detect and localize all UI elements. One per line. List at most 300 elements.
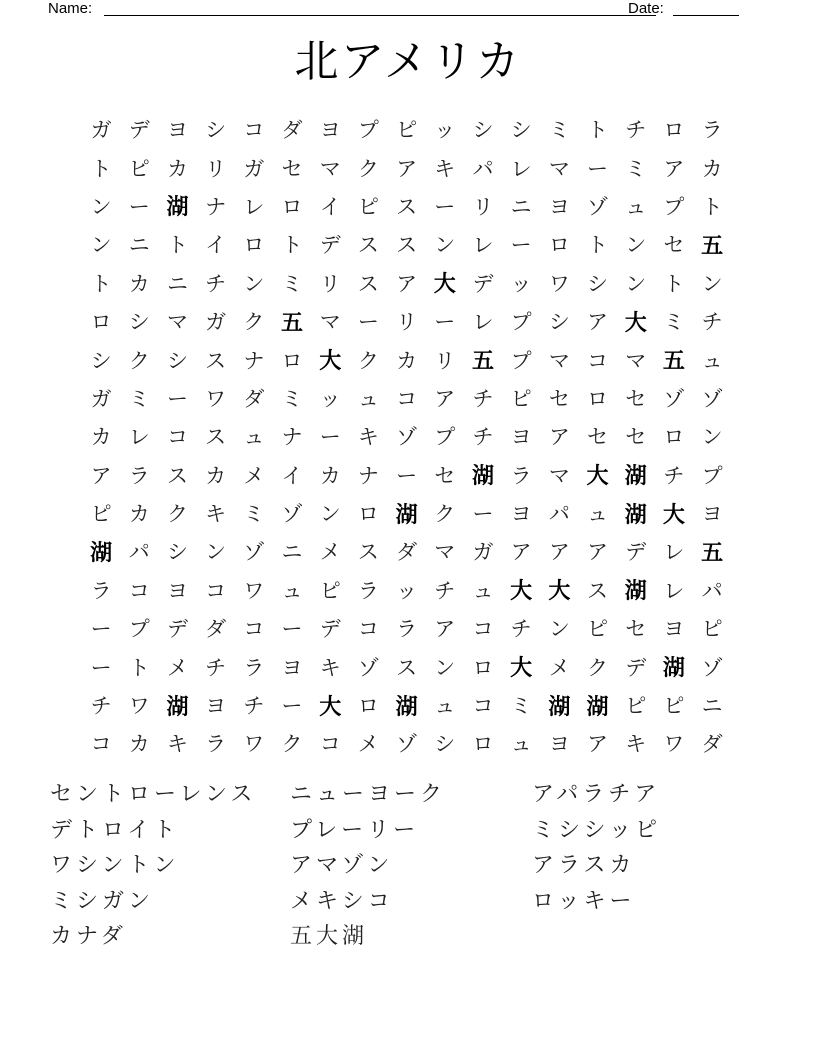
grid-cell[interactable]: ン bbox=[90, 194, 112, 219]
grid-cell[interactable]: イ bbox=[319, 194, 341, 219]
grid-cell[interactable]: ラ bbox=[128, 463, 150, 488]
grid-cell[interactable]: ピ bbox=[510, 386, 532, 411]
grid-cell[interactable]: ゾ bbox=[587, 194, 609, 219]
grid-cell[interactable]: セ bbox=[625, 617, 647, 642]
grid-cell[interactable]: シ bbox=[90, 348, 112, 373]
grid-cell[interactable]: ク bbox=[587, 655, 609, 680]
grid-cell[interactable]: マ bbox=[548, 463, 570, 488]
grid-cell[interactable]: ン bbox=[319, 502, 341, 527]
grid-cell[interactable]: ロ bbox=[281, 348, 303, 373]
grid-cell[interactable]: ロ bbox=[663, 425, 685, 450]
grid-cell[interactable]: ガ bbox=[90, 118, 112, 143]
name-label: Name: bbox=[48, 0, 93, 17]
grid-cell[interactable]: デ bbox=[319, 617, 341, 642]
grid-cell[interactable]: ピ bbox=[663, 694, 685, 719]
grid-cell[interactable]: チ bbox=[663, 463, 685, 488]
word-list-item: デトロイト bbox=[50, 817, 180, 843]
grid-cell[interactable]: ン bbox=[243, 271, 265, 296]
grid-cell[interactable]: ロ bbox=[548, 233, 570, 258]
grid-cell[interactable]: チ bbox=[205, 655, 227, 680]
grid-cell[interactable]: キ bbox=[434, 156, 456, 181]
grid-cell[interactable]: カ bbox=[128, 732, 150, 757]
grid-cell[interactable]: 湖 bbox=[548, 694, 571, 720]
grid-cell[interactable]: ト bbox=[128, 655, 150, 680]
grid-cell[interactable]: 大 bbox=[586, 464, 609, 490]
grid-cell[interactable]: ガ bbox=[243, 156, 265, 181]
grid-cell[interactable]: ヨ bbox=[319, 118, 341, 143]
grid-cell[interactable]: ス bbox=[396, 233, 418, 258]
grid-cell[interactable]: リ bbox=[319, 271, 341, 296]
grid-cell[interactable]: 湖 bbox=[395, 502, 418, 528]
grid-cell[interactable]: ダ bbox=[281, 118, 303, 143]
grid-cell[interactable]: イ bbox=[205, 233, 227, 258]
grid-cell[interactable]: ク bbox=[128, 348, 150, 373]
grid-cell[interactable]: コ bbox=[396, 386, 418, 411]
grid-cell[interactable]: ュ bbox=[281, 578, 303, 603]
grid-cell[interactable]: カ bbox=[319, 463, 341, 488]
grid-cell[interactable]: ト bbox=[587, 233, 609, 258]
grid-cell[interactable]: ー bbox=[357, 310, 379, 335]
grid-cell[interactable]: ミ bbox=[510, 694, 532, 719]
grid-cell[interactable]: パ bbox=[548, 502, 570, 527]
grid-cell[interactable]: ス bbox=[357, 233, 379, 258]
grid-cell[interactable]: シ bbox=[510, 118, 532, 143]
grid-cell[interactable]: ピ bbox=[701, 617, 723, 642]
grid-cell[interactable]: ロ bbox=[243, 233, 265, 258]
grid-cell[interactable]: ゾ bbox=[701, 655, 723, 680]
grid-cell[interactable]: ロ bbox=[90, 310, 112, 335]
grid-cell[interactable]: ア bbox=[510, 540, 532, 565]
grid-cell[interactable]: ヨ bbox=[281, 655, 303, 680]
grid-cell[interactable]: メ bbox=[357, 732, 379, 757]
grid-cell[interactable]: ュ bbox=[357, 386, 379, 411]
grid-cell[interactable]: ダ bbox=[243, 386, 265, 411]
grid-cell[interactable]: イ bbox=[281, 463, 303, 488]
grid-cell[interactable]: カ bbox=[128, 502, 150, 527]
grid-cell[interactable]: 湖 bbox=[586, 694, 609, 720]
word-list-item: アパラチア bbox=[532, 782, 661, 807]
grid-cell[interactable]: ラ bbox=[357, 578, 379, 603]
grid-cell[interactable]: コ bbox=[243, 118, 265, 143]
grid-cell[interactable]: デ bbox=[625, 655, 647, 680]
grid-cell[interactable]: ン bbox=[90, 233, 112, 258]
grid-cell[interactable]: ス bbox=[205, 348, 227, 373]
grid-cell[interactable]: ロ bbox=[357, 502, 379, 527]
grid-cell[interactable]: ゾ bbox=[396, 425, 418, 450]
grid-cell[interactable]: シ bbox=[205, 118, 227, 143]
grid-cell[interactable]: 五 bbox=[701, 540, 724, 566]
grid-cell[interactable]: 大 bbox=[548, 579, 571, 605]
grid-cell[interactable]: ン bbox=[434, 233, 456, 258]
grid-cell[interactable]: チ bbox=[472, 386, 494, 411]
grid-cell[interactable]: ッ bbox=[396, 578, 418, 603]
grid-cell[interactable]: シ bbox=[434, 732, 456, 757]
grid-cell[interactable]: ク bbox=[281, 732, 303, 757]
grid-cell[interactable]: 五 bbox=[662, 349, 685, 375]
grid-cell[interactable]: ク bbox=[166, 502, 188, 527]
grid-cell[interactable]: ト bbox=[663, 271, 685, 296]
grid-cell[interactable]: ッ bbox=[319, 386, 341, 411]
grid-cell[interactable]: マ bbox=[434, 540, 456, 565]
grid-cell[interactable]: リ bbox=[396, 310, 418, 335]
word-list-item: カナダ bbox=[50, 924, 127, 949]
grid-cell[interactable]: マ bbox=[625, 348, 647, 373]
grid-cell[interactable]: ナ bbox=[281, 425, 303, 450]
grid-cell[interactable]: 大 bbox=[319, 349, 342, 375]
grid-cell[interactable]: ー bbox=[434, 194, 456, 219]
grid-cell[interactable]: カ bbox=[205, 463, 227, 488]
word-list-item: アマゾン bbox=[290, 853, 394, 878]
grid-cell[interactable]: メ bbox=[166, 655, 188, 680]
grid-cell[interactable]: 大 bbox=[510, 579, 533, 605]
grid-cell[interactable]: ヨ bbox=[548, 732, 570, 757]
grid-cell[interactable]: ゾ bbox=[243, 540, 265, 565]
grid-cell[interactable]: コ bbox=[319, 732, 341, 757]
grid-cell[interactable]: セ bbox=[548, 386, 570, 411]
grid-cell[interactable]: セ bbox=[281, 156, 303, 181]
grid-cell[interactable]: ク bbox=[243, 310, 265, 335]
grid-cell[interactable]: ダ bbox=[205, 617, 227, 642]
grid-cell[interactable]: ー bbox=[396, 463, 418, 488]
grid-cell[interactable]: ー bbox=[281, 617, 303, 642]
grid-cell[interactable]: コ bbox=[128, 578, 150, 603]
grid-cell[interactable]: ン bbox=[701, 425, 723, 450]
word-list-item: アラスカ bbox=[532, 853, 636, 878]
grid-cell[interactable]: ア bbox=[663, 156, 685, 181]
grid-cell[interactable]: 五 bbox=[701, 233, 724, 259]
grid-cell[interactable]: チ bbox=[472, 425, 494, 450]
grid-cell[interactable]: コ bbox=[166, 425, 188, 450]
grid-cell[interactable]: ア bbox=[587, 540, 609, 565]
grid-cell[interactable]: ワ bbox=[128, 694, 150, 719]
grid-cell[interactable]: ッ bbox=[510, 271, 532, 296]
grid-cell[interactable]: コ bbox=[587, 348, 609, 373]
grid-cell[interactable]: ナ bbox=[243, 348, 265, 373]
grid-cell[interactable]: デ bbox=[625, 540, 647, 565]
grid-cell[interactable]: ス bbox=[166, 463, 188, 488]
grid-cell[interactable]: ヨ bbox=[510, 425, 532, 450]
grid-cell[interactable]: ー bbox=[587, 156, 609, 181]
grid-cell[interactable]: プ bbox=[434, 425, 456, 450]
grid-cell[interactable]: キ bbox=[357, 425, 379, 450]
grid-cell[interactable]: デ bbox=[166, 617, 188, 642]
grid-cell[interactable]: メ bbox=[319, 540, 341, 565]
grid-cell[interactable]: デ bbox=[472, 271, 494, 296]
grid-cell[interactable]: ク bbox=[357, 348, 379, 373]
grid-cell[interactable]: プ bbox=[128, 617, 150, 642]
grid-cell[interactable]: レ bbox=[510, 156, 532, 181]
grid-cell[interactable]: ト bbox=[90, 156, 112, 181]
grid-cell[interactable]: ン bbox=[205, 540, 227, 565]
grid-cell[interactable]: カ bbox=[396, 348, 418, 373]
grid-cell[interactable]: ア bbox=[548, 425, 570, 450]
grid-cell[interactable]: ュ bbox=[510, 732, 532, 757]
grid-cell[interactable]: ゾ bbox=[701, 386, 723, 411]
grid-cell[interactable]: カ bbox=[701, 156, 723, 181]
grid-cell[interactable]: ス bbox=[396, 655, 418, 680]
grid-cell[interactable]: ダ bbox=[396, 540, 418, 565]
grid-cell[interactable]: ピ bbox=[396, 118, 418, 143]
grid-cell[interactable]: 湖 bbox=[90, 540, 113, 566]
grid-cell[interactable]: 湖 bbox=[624, 502, 647, 528]
grid-cell[interactable]: 五 bbox=[471, 349, 494, 375]
grid-cell[interactable]: シ bbox=[166, 348, 188, 373]
grid-cell[interactable]: ニ bbox=[128, 233, 150, 258]
grid-cell[interactable]: ラ bbox=[90, 578, 112, 603]
grid-cell[interactable]: プ bbox=[510, 348, 532, 373]
grid-cell[interactable]: プ bbox=[701, 463, 723, 488]
grid-cell[interactable]: ア bbox=[548, 540, 570, 565]
grid-cell[interactable]: ュ bbox=[587, 502, 609, 527]
grid-cell[interactable]: 湖 bbox=[166, 694, 189, 720]
grid-cell[interactable]: キ bbox=[205, 502, 227, 527]
word-list-item: ミシガン bbox=[50, 888, 155, 914]
grid-cell[interactable]: コ bbox=[243, 617, 265, 642]
grid-cell[interactable]: ピ bbox=[587, 617, 609, 642]
grid-cell[interactable]: 湖 bbox=[471, 464, 494, 490]
grid-cell[interactable]: ー bbox=[166, 386, 188, 411]
grid-cell[interactable]: 五 bbox=[281, 310, 304, 336]
grid-cell[interactable]: ゾ bbox=[357, 655, 379, 680]
grid-cell[interactable]: ナ bbox=[205, 194, 227, 219]
grid-cell[interactable]: ミ bbox=[281, 386, 303, 411]
grid-cell[interactable]: ラ bbox=[510, 463, 532, 488]
grid-cell[interactable]: デ bbox=[319, 233, 341, 258]
grid-cell[interactable]: プ bbox=[663, 194, 685, 219]
grid-cell[interactable]: ラ bbox=[205, 732, 227, 757]
grid-cell[interactable]: ピ bbox=[128, 156, 150, 181]
grid-cell[interactable]: ゾ bbox=[396, 732, 418, 757]
grid-cell[interactable]: パ bbox=[128, 540, 150, 565]
grid-cell[interactable]: ミ bbox=[243, 502, 265, 527]
grid-cell[interactable]: ュ bbox=[625, 194, 647, 219]
grid-cell[interactable]: ワ bbox=[548, 271, 570, 296]
grid-cell[interactable]: 大 bbox=[662, 502, 685, 528]
grid-cell[interactable]: ナ bbox=[357, 463, 379, 488]
grid-cell[interactable]: 大 bbox=[433, 272, 456, 298]
grid-cell[interactable]: ラ bbox=[396, 617, 418, 642]
grid-cell[interactable]: シ bbox=[548, 310, 570, 335]
date-label: Date: bbox=[628, 0, 664, 17]
grid-cell[interactable]: ロ bbox=[281, 194, 303, 219]
grid-cell[interactable]: ワ bbox=[243, 578, 265, 603]
grid-cell[interactable]: キ bbox=[625, 732, 647, 757]
grid-cell[interactable]: ラ bbox=[701, 118, 723, 143]
grid-cell[interactable]: シ bbox=[587, 271, 609, 296]
grid-cell[interactable]: マ bbox=[166, 310, 188, 335]
grid-cell[interactable]: ア bbox=[434, 617, 456, 642]
grid-cell[interactable]: ピ bbox=[319, 578, 341, 603]
grid-cell[interactable]: ス bbox=[205, 425, 227, 450]
grid-cell[interactable]: ー bbox=[319, 425, 341, 450]
grid-cell[interactable]: キ bbox=[166, 732, 188, 757]
grid-cell[interactable]: ス bbox=[357, 271, 379, 296]
grid-cell[interactable]: 大 bbox=[624, 310, 647, 336]
grid-cell[interactable]: シ bbox=[472, 118, 494, 143]
grid-cell[interactable]: コ bbox=[357, 617, 379, 642]
grid-cell[interactable]: ュ bbox=[701, 348, 723, 373]
grid-cell[interactable]: ガ bbox=[205, 310, 227, 335]
grid-cell[interactable]: チ bbox=[90, 694, 112, 719]
grid-cell[interactable]: ロ bbox=[472, 732, 494, 757]
grid-cell[interactable]: 湖 bbox=[662, 656, 685, 682]
grid-cell[interactable]: 湖 bbox=[395, 694, 418, 720]
grid-cell[interactable]: ミ bbox=[625, 156, 647, 181]
grid-cell[interactable]: ヨ bbox=[166, 578, 188, 603]
grid-cell[interactable]: 大 bbox=[510, 656, 533, 682]
grid-cell[interactable]: リ bbox=[205, 156, 227, 181]
grid-cell[interactable]: ュ bbox=[243, 425, 265, 450]
grid-cell[interactable]: ヨ bbox=[205, 694, 227, 719]
grid-cell[interactable]: ニ bbox=[281, 540, 303, 565]
grid-cell[interactable]: セ bbox=[625, 425, 647, 450]
grid-cell[interactable]: レ bbox=[243, 194, 265, 219]
grid-cell[interactable]: マ bbox=[548, 156, 570, 181]
grid-cell[interactable]: マ bbox=[319, 156, 341, 181]
grid-cell[interactable]: ニ bbox=[510, 194, 532, 219]
grid-cell[interactable]: シ bbox=[128, 310, 150, 335]
grid-cell[interactable]: マ bbox=[548, 348, 570, 373]
grid-cell[interactable]: セ bbox=[625, 386, 647, 411]
grid-cell[interactable]: ア bbox=[434, 386, 456, 411]
grid-cell[interactable]: チ bbox=[434, 578, 456, 603]
grid-cell[interactable]: メ bbox=[548, 655, 570, 680]
grid-cell[interactable]: レ bbox=[472, 310, 494, 335]
grid-cell[interactable]: ピ bbox=[357, 194, 379, 219]
grid-cell[interactable]: ト bbox=[90, 271, 112, 296]
grid-cell[interactable]: レ bbox=[663, 578, 685, 603]
grid-cell[interactable]: ミ bbox=[128, 386, 150, 411]
grid-cell[interactable]: ア bbox=[90, 463, 112, 488]
name-blank-line[interactable] bbox=[104, 15, 656, 16]
grid-cell[interactable]: ヨ bbox=[510, 502, 532, 527]
grid-cell[interactable]: ト bbox=[166, 233, 188, 258]
grid-cell[interactable]: パ bbox=[472, 156, 494, 181]
grid-cell[interactable]: ン bbox=[548, 617, 570, 642]
grid-cell[interactable]: パ bbox=[701, 578, 723, 603]
grid-cell[interactable]: セ bbox=[434, 463, 456, 488]
grid-cell[interactable]: ミ bbox=[548, 118, 570, 143]
grid-cell[interactable]: コ bbox=[205, 578, 227, 603]
grid-cell[interactable]: ロ bbox=[663, 118, 685, 143]
grid-cell[interactable]: ス bbox=[396, 194, 418, 219]
grid-cell[interactable]: チ bbox=[243, 694, 265, 719]
grid-cell[interactable]: ヨ bbox=[701, 502, 723, 527]
grid-cell[interactable]: ン bbox=[434, 655, 456, 680]
grid-cell[interactable]: ー bbox=[90, 655, 112, 680]
grid-cell[interactable]: マ bbox=[319, 310, 341, 335]
grid-cell[interactable]: ク bbox=[434, 502, 456, 527]
grid-cell[interactable]: ア bbox=[587, 732, 609, 757]
grid-cell[interactable]: ー bbox=[90, 617, 112, 642]
grid-cell[interactable]: ュ bbox=[472, 578, 494, 603]
grid-cell[interactable]: ン bbox=[625, 271, 647, 296]
grid-cell[interactable]: コ bbox=[472, 694, 494, 719]
grid-cell[interactable]: セ bbox=[663, 233, 685, 258]
grid-cell[interactable]: 大 bbox=[319, 694, 342, 720]
grid-cell[interactable]: レ bbox=[663, 540, 685, 565]
grid-cell[interactable]: ュ bbox=[434, 694, 456, 719]
grid-cell[interactable]: ガ bbox=[472, 540, 494, 565]
grid-cell[interactable]: デ bbox=[128, 118, 150, 143]
grid-cell[interactable]: ミ bbox=[281, 271, 303, 296]
grid-cell[interactable]: メ bbox=[243, 463, 265, 488]
grid-cell[interactable]: カ bbox=[128, 271, 150, 296]
grid-cell[interactable]: ダ bbox=[701, 732, 723, 757]
grid-cell[interactable]: 湖 bbox=[624, 579, 647, 605]
grid-cell[interactable]: ス bbox=[587, 578, 609, 603]
grid-cell[interactable]: ヨ bbox=[548, 194, 570, 219]
grid-cell[interactable]: ー bbox=[281, 694, 303, 719]
grid-cell[interactable]: チ bbox=[701, 310, 723, 335]
grid-cell[interactable]: ア bbox=[396, 271, 418, 296]
grid-cell[interactable]: レ bbox=[472, 233, 494, 258]
grid-cell[interactable]: ー bbox=[434, 310, 456, 335]
grid-cell[interactable]: カ bbox=[166, 156, 188, 181]
grid-cell[interactable]: ト bbox=[587, 118, 609, 143]
grid-cell[interactable]: プ bbox=[510, 310, 532, 335]
grid-cell[interactable]: ヨ bbox=[663, 617, 685, 642]
grid-cell[interactable]: 湖 bbox=[166, 195, 189, 221]
grid-cell[interactable]: ー bbox=[510, 233, 532, 258]
grid-cell[interactable]: チ bbox=[625, 118, 647, 143]
grid-cell[interactable]: ニ bbox=[166, 271, 188, 296]
grid-cell[interactable]: 湖 bbox=[624, 464, 647, 490]
grid-cell[interactable]: ワ bbox=[205, 386, 227, 411]
grid-cell[interactable]: ロ bbox=[472, 655, 494, 680]
grid-cell[interactable]: ワ bbox=[663, 732, 685, 757]
grid-cell[interactable]: チ bbox=[510, 617, 532, 642]
grid-cell[interactable]: コ bbox=[90, 732, 112, 757]
grid-cell[interactable]: ゾ bbox=[281, 502, 303, 527]
grid-cell[interactable]: カ bbox=[90, 425, 112, 450]
grid-cell[interactable]: ン bbox=[625, 233, 647, 258]
grid-cell[interactable]: ヨ bbox=[166, 118, 188, 143]
grid-cell[interactable]: ラ bbox=[243, 655, 265, 680]
grid-cell[interactable]: ロ bbox=[357, 694, 379, 719]
grid-cell[interactable]: ミ bbox=[663, 310, 685, 335]
grid-cell[interactable]: ピ bbox=[90, 502, 112, 527]
grid-cell[interactable]: プ bbox=[357, 118, 379, 143]
grid-cell[interactable]: ゾ bbox=[663, 386, 685, 411]
grid-cell[interactable]: ニ bbox=[701, 694, 723, 719]
date-blank-line[interactable] bbox=[673, 15, 739, 16]
grid-cell[interactable]: ワ bbox=[243, 732, 265, 757]
grid-cell[interactable]: コ bbox=[472, 617, 494, 642]
grid-cell[interactable]: ッ bbox=[434, 118, 456, 143]
grid-cell[interactable]: セ bbox=[587, 425, 609, 450]
grid-cell[interactable]: ト bbox=[281, 233, 303, 258]
grid-cell[interactable]: キ bbox=[319, 655, 341, 680]
grid-cell[interactable]: ロ bbox=[587, 386, 609, 411]
grid-cell[interactable]: ー bbox=[472, 502, 494, 527]
grid-cell[interactable]: ン bbox=[701, 271, 723, 296]
grid-cell[interactable]: ク bbox=[357, 156, 379, 181]
grid-cell[interactable]: ア bbox=[396, 156, 418, 181]
grid-cell[interactable]: リ bbox=[472, 194, 494, 219]
grid-cell[interactable]: ア bbox=[587, 310, 609, 335]
grid-cell[interactable]: ガ bbox=[90, 386, 112, 411]
grid-cell[interactable]: ト bbox=[701, 194, 723, 219]
grid-cell[interactable]: チ bbox=[205, 271, 227, 296]
grid-cell[interactable]: シ bbox=[166, 540, 188, 565]
grid-cell[interactable]: リ bbox=[434, 348, 456, 373]
grid-cell[interactable]: ー bbox=[128, 194, 150, 219]
grid-cell[interactable]: ピ bbox=[625, 694, 647, 719]
grid-cell[interactable]: レ bbox=[128, 425, 150, 450]
grid-cell[interactable]: ス bbox=[357, 540, 379, 565]
page-title: 北アメリカ bbox=[294, 36, 522, 87]
